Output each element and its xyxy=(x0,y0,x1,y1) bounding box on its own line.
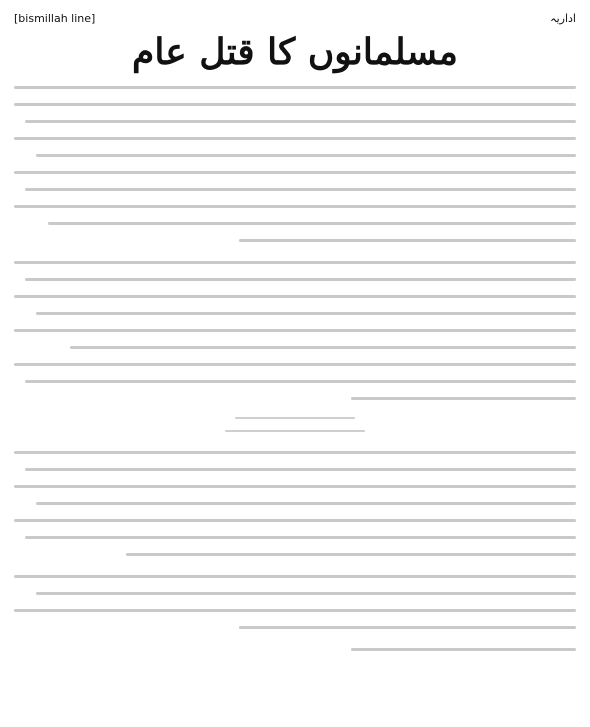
paragraph xyxy=(14,641,576,658)
section-label: اداریہ xyxy=(550,11,576,25)
paragraph xyxy=(14,79,576,249)
headline: مسلمانوں کا قتل عام xyxy=(132,31,458,73)
paragraph xyxy=(14,444,576,563)
poem-verse xyxy=(14,412,576,425)
paragraph xyxy=(14,254,576,407)
bismillah-line: [bismillah line] xyxy=(14,11,96,25)
poem xyxy=(14,412,576,438)
paragraph xyxy=(14,568,576,636)
poem-verse xyxy=(14,425,576,438)
article-body xyxy=(14,79,576,658)
top-bar xyxy=(14,8,576,28)
